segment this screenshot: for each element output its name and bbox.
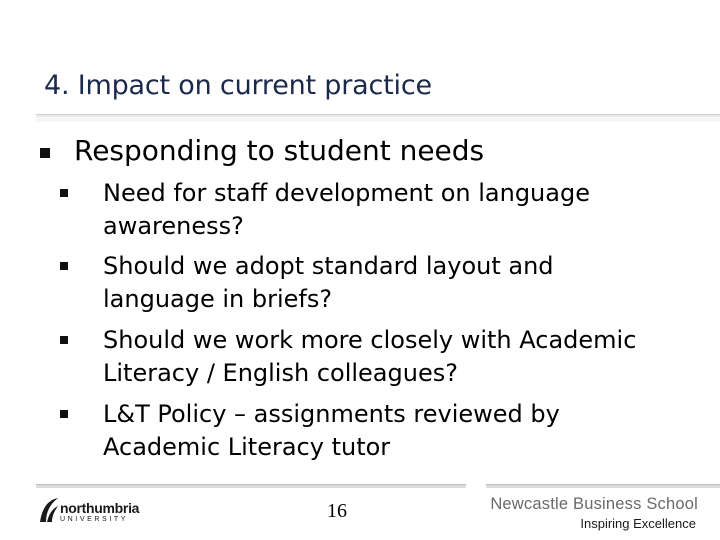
footer-divider <box>36 484 466 488</box>
square-bullet-icon <box>60 189 68 197</box>
square-bullet-icon <box>60 336 68 344</box>
sub-bullet-line: Should we adopt standard layout and <box>103 252 554 280</box>
sub-bullet-line: awareness? <box>103 212 244 240</box>
sub-bullet-line: Academic Literacy tutor <box>103 433 391 461</box>
square-bullet-icon <box>60 262 68 270</box>
sub-bullet-line: Need for staff development on language <box>103 179 590 207</box>
business-school-logo <box>488 495 698 531</box>
school-tagline: Inspiring Excellence <box>580 516 696 531</box>
school-name: Newcastle Business School <box>490 495 698 513</box>
sub-bullet-line: Literacy / English colleagues? <box>103 359 458 387</box>
sub-bullet-line: L&T Policy – assignments reviewed by <box>103 400 560 428</box>
logo-subtext: UNIVERSITY <box>60 516 129 523</box>
footer-divider <box>486 484 720 488</box>
northumbria-logo <box>38 494 148 528</box>
northumbria-emblem-icon <box>38 494 60 526</box>
title-divider <box>36 114 720 122</box>
square-bullet-icon <box>40 148 50 158</box>
page-number: 16 <box>327 500 347 522</box>
sub-bullet-line: language in briefs? <box>103 285 333 313</box>
square-bullet-icon <box>60 410 68 418</box>
logo-wordmark: northumbria <box>60 500 140 516</box>
main-bullet-text: Responding to student needs <box>74 134 485 167</box>
sub-bullet-line: Should we work more closely with Academic <box>103 326 637 354</box>
slide-title: 4. Impact on current practice <box>44 70 432 101</box>
